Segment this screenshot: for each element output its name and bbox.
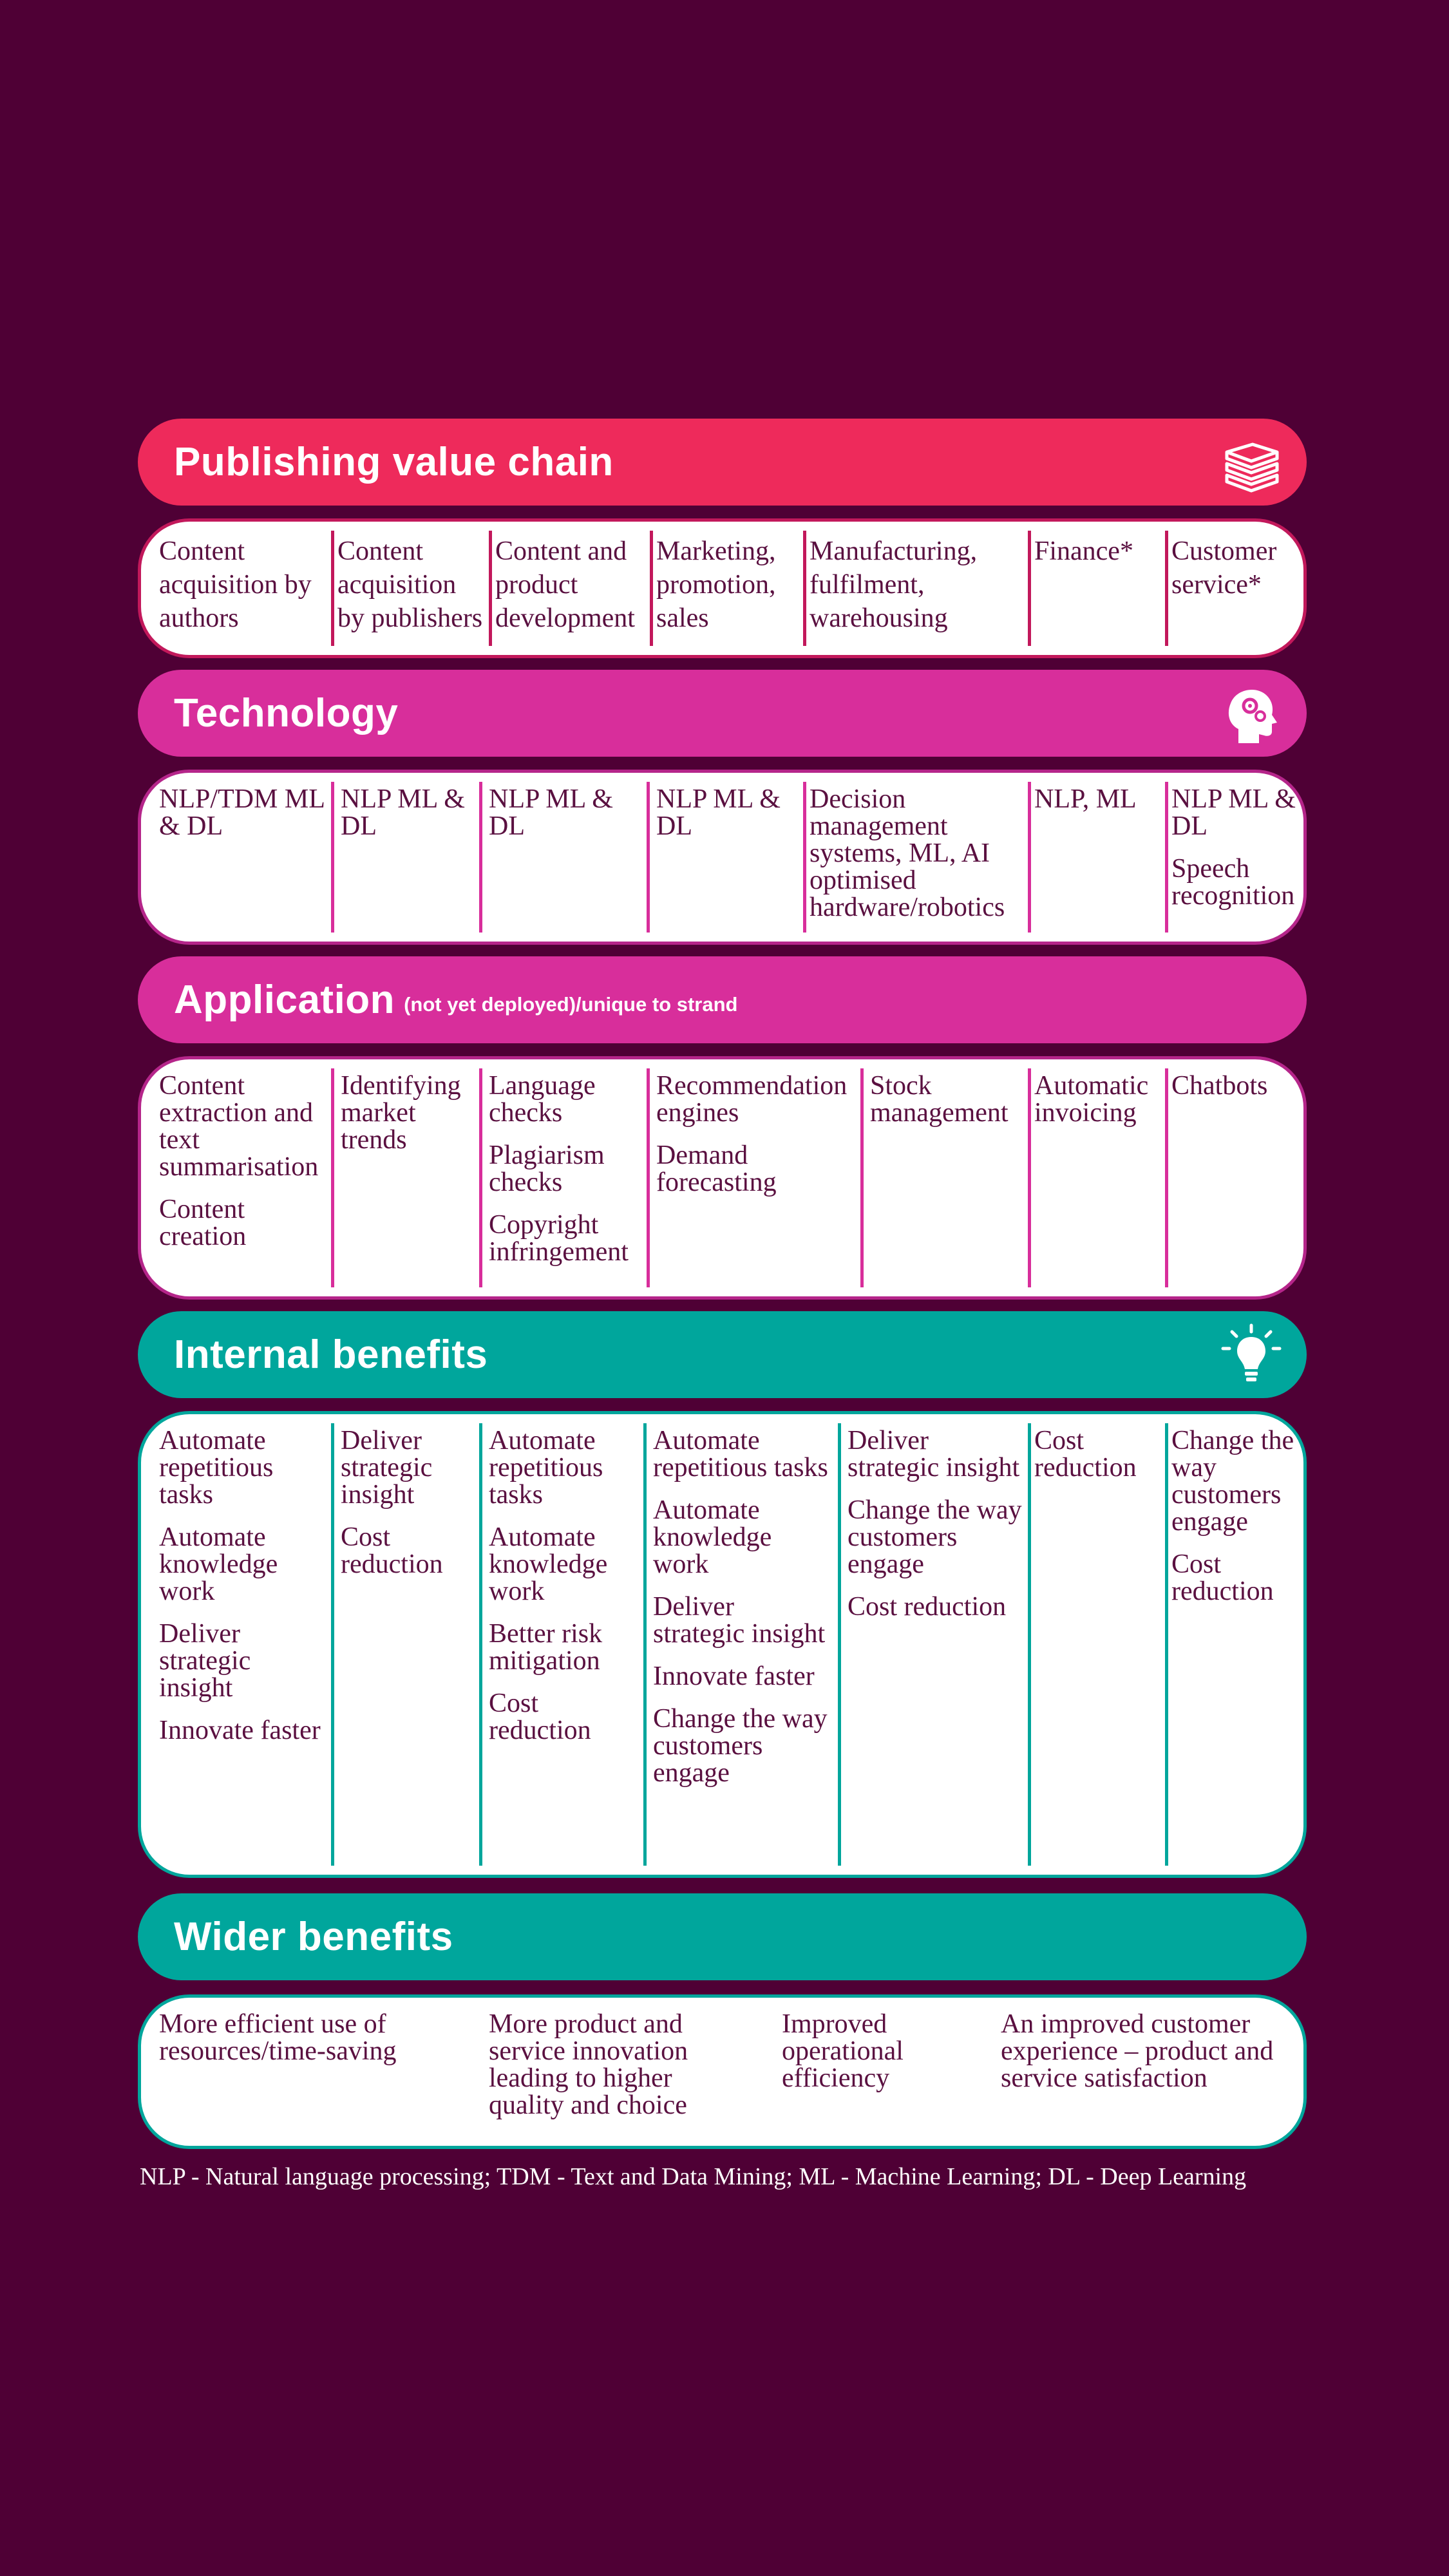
application-item: Recommendation engines	[656, 1071, 848, 1128]
application-header	[138, 956, 1307, 1043]
publishing-column-divider	[650, 531, 653, 646]
technology-column	[1034, 786, 1157, 828]
application-title: Application	[174, 978, 395, 1022]
technology-item: NLP, ML	[1034, 784, 1137, 814]
lightbulb-icon	[1219, 1323, 1283, 1387]
publishing-item: Manufacturing, fulfilment, warehousing	[810, 536, 978, 633]
technology-column	[1171, 786, 1303, 925]
internal-column	[159, 1427, 323, 1759]
technology-column	[489, 786, 643, 855]
internal-item: Deliver strategic insight	[159, 1619, 251, 1703]
internal-column	[1171, 1427, 1303, 1620]
wider-item: More efficient use of resources/time-saving	[159, 2009, 397, 2066]
publishing-column	[656, 535, 798, 650]
technology-column-divider	[479, 782, 482, 933]
internal-column	[489, 1427, 640, 1759]
application-item: Chatbots	[1171, 1071, 1268, 1101]
internal-item: Automate repetitious tasks	[489, 1426, 603, 1510]
publishing-item: Customer service*	[1171, 536, 1277, 600]
application-column	[159, 1072, 330, 1265]
wider-column	[1001, 2011, 1300, 2107]
publishing-column-divider	[331, 531, 334, 646]
internal-column-divider	[1165, 1423, 1168, 1866]
internal-column-divider	[331, 1423, 334, 1866]
wider-column	[782, 2011, 975, 2107]
wider-column	[489, 2011, 734, 2134]
application-column	[1034, 1072, 1157, 1142]
wider-title: Wider benefits	[174, 1915, 453, 1959]
technology-item: NLP ML & DL	[489, 784, 613, 841]
publishing-item: Finance*	[1034, 536, 1133, 566]
application-column	[489, 1072, 643, 1281]
application-column-divider	[1028, 1068, 1031, 1287]
technology-column-divider	[1028, 782, 1031, 933]
internal-item: Cost reduction	[341, 1522, 443, 1579]
publishing-column	[495, 535, 643, 650]
application-column-divider	[647, 1068, 650, 1287]
application-column-divider	[331, 1068, 334, 1287]
internal-item: Automate knowledge work	[653, 1495, 772, 1579]
technology-column-divider	[331, 782, 334, 933]
internal-header	[138, 1311, 1307, 1398]
application-column-divider	[1165, 1068, 1168, 1287]
wider-column	[159, 2011, 430, 2080]
publishing-box	[138, 518, 1307, 658]
internal-item: Deliver strategic insight	[848, 1426, 1020, 1482]
application-item: Copyright infringement	[489, 1210, 629, 1267]
publishing-column-divider	[1165, 531, 1168, 646]
technology-item: NLP ML & DL	[656, 784, 781, 841]
internal-column	[653, 1427, 830, 1802]
publishing-column	[337, 535, 486, 650]
wider-item: An improved customer experience – product and service satisfaction	[1001, 2009, 1274, 2093]
footnote: NLP - Natural language processing; TDM - Text and Data Mining; ML - Machine Learning; DL - Deep Learning	[140, 2163, 1247, 2190]
internal-item: Deliver strategic insight	[341, 1426, 433, 1510]
application-item: Content extraction and text summarisation	[159, 1071, 319, 1182]
publishing-title: Publishing value chain	[174, 440, 614, 484]
technology-column	[341, 786, 476, 855]
application-column	[1171, 1072, 1303, 1115]
technology-column	[810, 786, 1022, 936]
internal-item: Automate repetitious tasks	[159, 1426, 274, 1510]
technology-column	[656, 786, 798, 855]
application-box	[138, 1056, 1307, 1300]
wider-item: Improved operational efficiency	[782, 2009, 904, 2093]
technology-item: Decision management systems, ML, AI optimised hardware/robotics	[810, 784, 1005, 922]
application-column-divider	[479, 1068, 482, 1287]
wider-header	[138, 1893, 1307, 1980]
technology-item: NLP/TDM ML & DL	[159, 784, 325, 841]
application-item: Automatic invoicing	[1034, 1071, 1149, 1128]
technology-item: NLP ML & DL	[341, 784, 465, 841]
application-item: Demand forecasting	[656, 1141, 777, 1197]
internal-column-divider	[479, 1423, 482, 1866]
wider-item: More product and service innovation leading to higher quality and choice	[489, 2009, 688, 2120]
internal-column	[341, 1427, 476, 1593]
internal-item: Automate knowledge work	[489, 1522, 608, 1606]
wider-box	[138, 1994, 1307, 2149]
internal-item: Cost reduction	[1034, 1426, 1137, 1482]
internal-item: Cost reduction	[489, 1689, 591, 1745]
technology-column-divider	[803, 782, 806, 933]
technology-item: NLP ML & DL	[1171, 784, 1296, 841]
publishing-column-divider	[1028, 531, 1031, 646]
internal-item: Change the way customers engage	[848, 1495, 1022, 1579]
internal-column	[1034, 1427, 1157, 1497]
internal-item: Change the way customers engage	[1171, 1426, 1294, 1537]
internal-column-divider	[643, 1423, 647, 1866]
technology-box	[138, 770, 1307, 945]
internal-item: Deliver strategic insight	[653, 1592, 826, 1649]
books-icon	[1219, 430, 1283, 495]
publishing-column	[1171, 535, 1303, 617]
internal-item: Cost reduction	[1171, 1549, 1274, 1606]
technology-column-divider	[1165, 782, 1168, 933]
publishing-column	[1034, 535, 1157, 583]
head-gears-icon	[1219, 681, 1283, 746]
technology-column	[159, 786, 327, 855]
technology-column-divider	[647, 782, 650, 933]
application-column	[341, 1072, 476, 1169]
internal-item: Automate repetitious tasks	[653, 1426, 828, 1482]
publishing-column	[159, 535, 320, 650]
internal-item: Innovate faster	[159, 1716, 321, 1745]
technology-title: Technology	[174, 691, 399, 735]
application-item: Identifying market trends	[341, 1071, 461, 1155]
technology-header	[138, 670, 1307, 757]
publishing-column-divider	[489, 531, 492, 646]
publishing-item: Content acquisition by publishers	[337, 536, 483, 633]
application-column	[656, 1072, 862, 1211]
application-column	[870, 1072, 1025, 1142]
application-subtitle: (not yet deployed)/unique to strand	[404, 992, 738, 1016]
internal-item: Automate knowledge work	[159, 1522, 278, 1606]
internal-title: Internal benefits	[174, 1332, 488, 1377]
application-item: Content creation	[159, 1195, 247, 1251]
publishing-column	[810, 535, 1022, 650]
internal-box	[138, 1411, 1307, 1878]
publishing-item: Content acquisition by authors	[159, 536, 312, 633]
publishing-item: Content and product development	[495, 536, 635, 633]
technology-item: Speech recognition	[1171, 854, 1295, 911]
internal-item: Cost reduction	[848, 1592, 1007, 1622]
publishing-header	[138, 419, 1307, 506]
application-item: Language checks	[489, 1071, 596, 1128]
internal-item: Better risk mitigation	[489, 1619, 603, 1676]
internal-column-divider	[1028, 1423, 1031, 1866]
publishing-item: Marketing, promotion, sales	[656, 536, 776, 633]
application-item: Stock management	[870, 1071, 1009, 1128]
publishing-column-divider	[803, 531, 806, 646]
internal-column-divider	[838, 1423, 841, 1866]
internal-column	[848, 1427, 1025, 1636]
internal-item: Change the way customers engage	[653, 1704, 828, 1788]
internal-item: Innovate faster	[653, 1662, 815, 1691]
application-item: Plagiarism checks	[489, 1141, 605, 1197]
